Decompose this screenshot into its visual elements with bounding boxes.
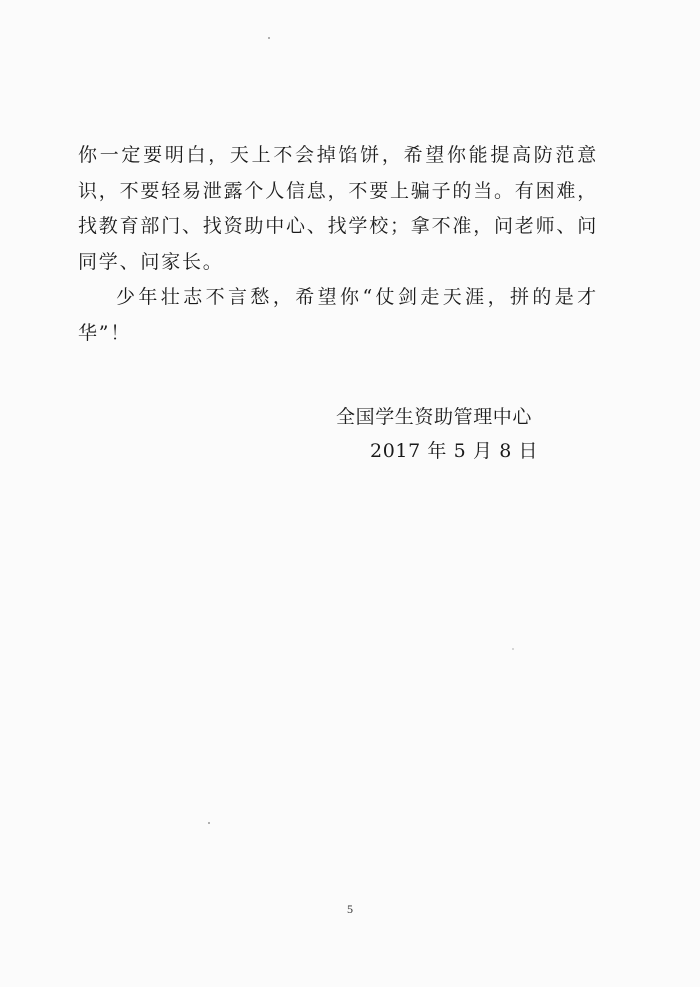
- scan-speck: [512, 648, 514, 650]
- signature-date: 2017 年 5 月 8 日: [370, 440, 539, 462]
- page-number: 5: [347, 902, 353, 916]
- paragraph-warning: 你一定要明白，天上不会掉馅饼，希望你能提高防范意识，不要轻易泄露个人信息，不要上骗子的当。有困难，找教育部门、找资助中心、找学校；拿不准，问老师、问同学、问家长。: [78, 144, 599, 273]
- scan-speck: [208, 822, 210, 824]
- signature-block: [336, 402, 576, 466]
- signature-organization: 全国学生资助管理中心: [336, 406, 533, 428]
- letter-body: [78, 138, 598, 351]
- paragraph-closing-wish: 少年壮志不言愁，希望你“仗剑走天涯，拼的是才华”！: [78, 286, 598, 344]
- scan-speck: [268, 37, 270, 39]
